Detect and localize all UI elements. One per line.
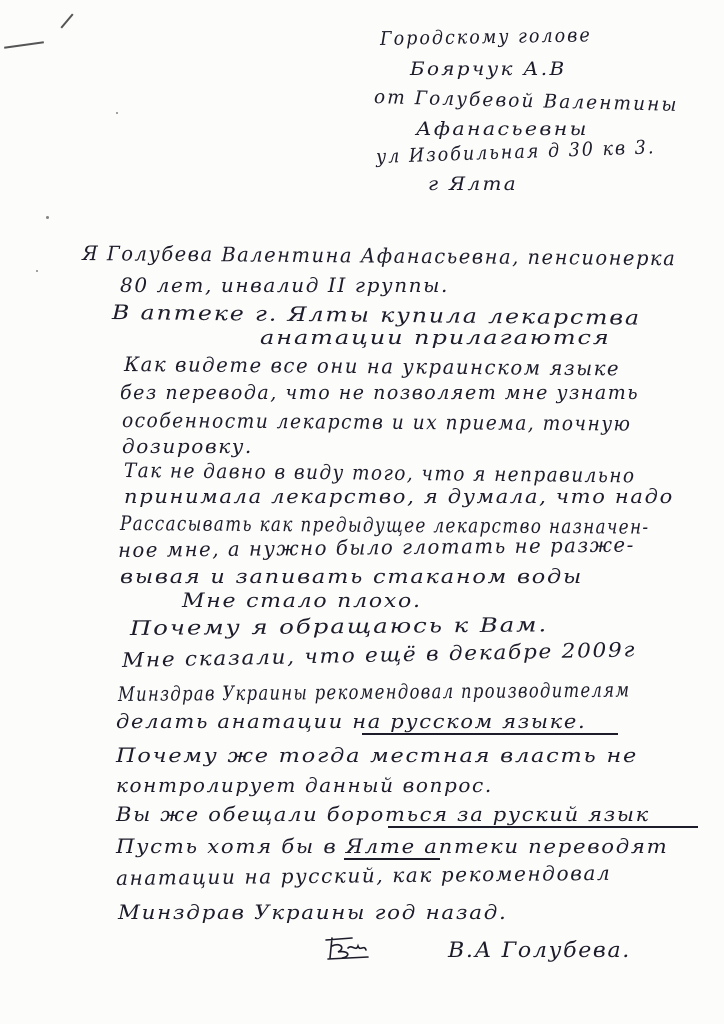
body-line: делать анатации на русском языке. — [116, 709, 587, 733]
body-line: Минздрав Украины год назад. — [118, 900, 508, 924]
body-line: Так не давно в виду того, что я неправильно — [123, 458, 636, 488]
addressee-line: Городскому голове — [379, 24, 592, 50]
body-line: ное мне, а нужно было глотать не разже- — [117, 532, 635, 562]
scan-edge-mark — [4, 41, 44, 49]
signature-name: В.А Голубева. — [448, 938, 631, 962]
body-line: Почему я обращаюсь к Вам. — [129, 612, 549, 640]
underline-fight-for-language — [388, 826, 698, 828]
scan-edge-mark — [60, 13, 73, 28]
body-line: Мне сказали, что ещё в декабре 2009г — [121, 637, 637, 672]
body-line: 80 лет, инвалид II группы. — [120, 273, 450, 297]
underline-yalta — [344, 858, 440, 860]
sender-line: от Голубевой Валентины — [373, 86, 679, 116]
body-line: Как видете все они на украинском языке — [123, 352, 621, 381]
body-line: Вы же обещали бороться за руский язык — [116, 802, 650, 826]
body-line: особенности лекарств и их приема, точную — [121, 408, 632, 436]
body-line: вывая и запивать стаканом воды — [120, 564, 584, 588]
body-line: Я Голубева Валентина Афанасьевна, пенсионерка — [81, 241, 677, 271]
body-line: анатации прилагаются — [260, 325, 611, 349]
body-line: дозировку. — [122, 434, 253, 458]
sender-address: ул Изобильная д 30 кв 3. — [375, 136, 656, 168]
sender-city: г Ялта — [428, 173, 518, 195]
body-line: Минздрав Украины рекомендовал производителям — [117, 677, 631, 706]
body-line: Почему же тогда местная власть не — [116, 743, 639, 767]
sender-patronymic: Афанасьевны — [416, 118, 589, 140]
handwritten-signature — [322, 932, 374, 962]
body-line: Рассасывать как предыдущее лекарство назначен- — [119, 511, 650, 539]
body-line: контролирует данный вопрос. — [116, 773, 493, 797]
scan-speck — [46, 216, 49, 219]
scan-speck — [36, 270, 38, 272]
body-line: Пусть хотя бы в Ялте аптеки переводят — [116, 834, 669, 858]
underline-russian-language — [362, 733, 618, 735]
body-line: В аптеке г. Ялты купила лекарства — [111, 300, 641, 330]
body-line: Мне стало плохо. — [182, 588, 422, 612]
addressee-name: Боярчук А.В — [410, 58, 567, 80]
scan-speck — [116, 112, 118, 114]
body-line: принимала лекарство, я думала, что надо — [124, 484, 674, 508]
body-line: без перевода, что не позволяет мне узнать — [120, 380, 640, 404]
body-line: анатации на русский, как рекомендовал — [115, 860, 612, 890]
